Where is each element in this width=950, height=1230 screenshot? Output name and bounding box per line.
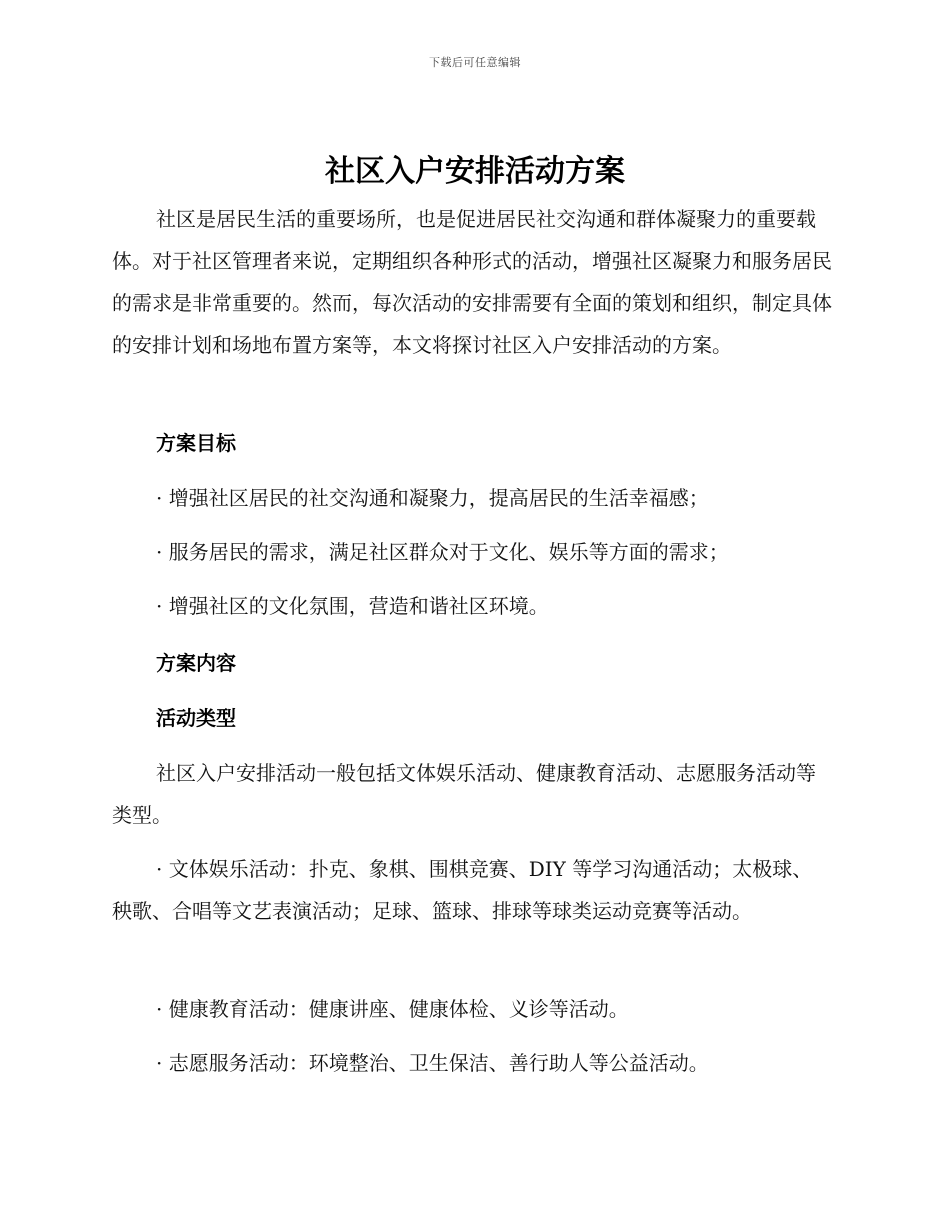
types-intro-paragraph: 社区入户安排活动一般包括文体娱乐活动、健康教育活动、志愿服务活动等类型。	[112, 761, 816, 827]
type-item: · 文体娱乐活动：扑克、象棋、围棋竞赛、DIY 等学习沟通活动；太极球、秧歌、合唱等文艺表演活动；足球、篮球、排球等球类运动竞赛等活动。	[112, 857, 813, 923]
type-item: · 志愿服务活动：环境整治、卫生保洁、善行助人等公益活动。	[156, 1051, 709, 1075]
document-title: 社区入户安排活动方案	[325, 154, 625, 189]
goal-item: · 增强社区的文化氛围，营造和谐社区环境。	[156, 594, 549, 618]
section-heading-types: 活动类型	[156, 706, 236, 730]
section-heading-content: 方案内容	[156, 651, 236, 675]
type-item: · 健康教育活动：健康讲座、健康体检、义诊等活动。	[156, 997, 629, 1021]
section-heading-goals: 方案目标	[156, 431, 236, 455]
page-header: 下载后可任意编辑	[429, 56, 521, 69]
goal-item: · 服务居民的需求，满足社区群众对于文化、娱乐等方面的需求；	[156, 540, 729, 564]
intro-paragraph: 社区是居民生活的重要场所，也是促进居民社交沟通和群体凝聚力的重要载体。对于社区管理者来说，定期组织各种形式的活动，增强社区凝聚力和服务居民的需求是非常重要的。然而，每次活动的安排需要有全面的策划和组织，制定具体的安排计划和场地布置方案等，本文将探讨社区入户安排活动的方案。	[112, 207, 832, 357]
goal-item: · 增强社区居民的社交沟通和凝聚力，提高居民的生活幸福感；	[156, 486, 709, 510]
